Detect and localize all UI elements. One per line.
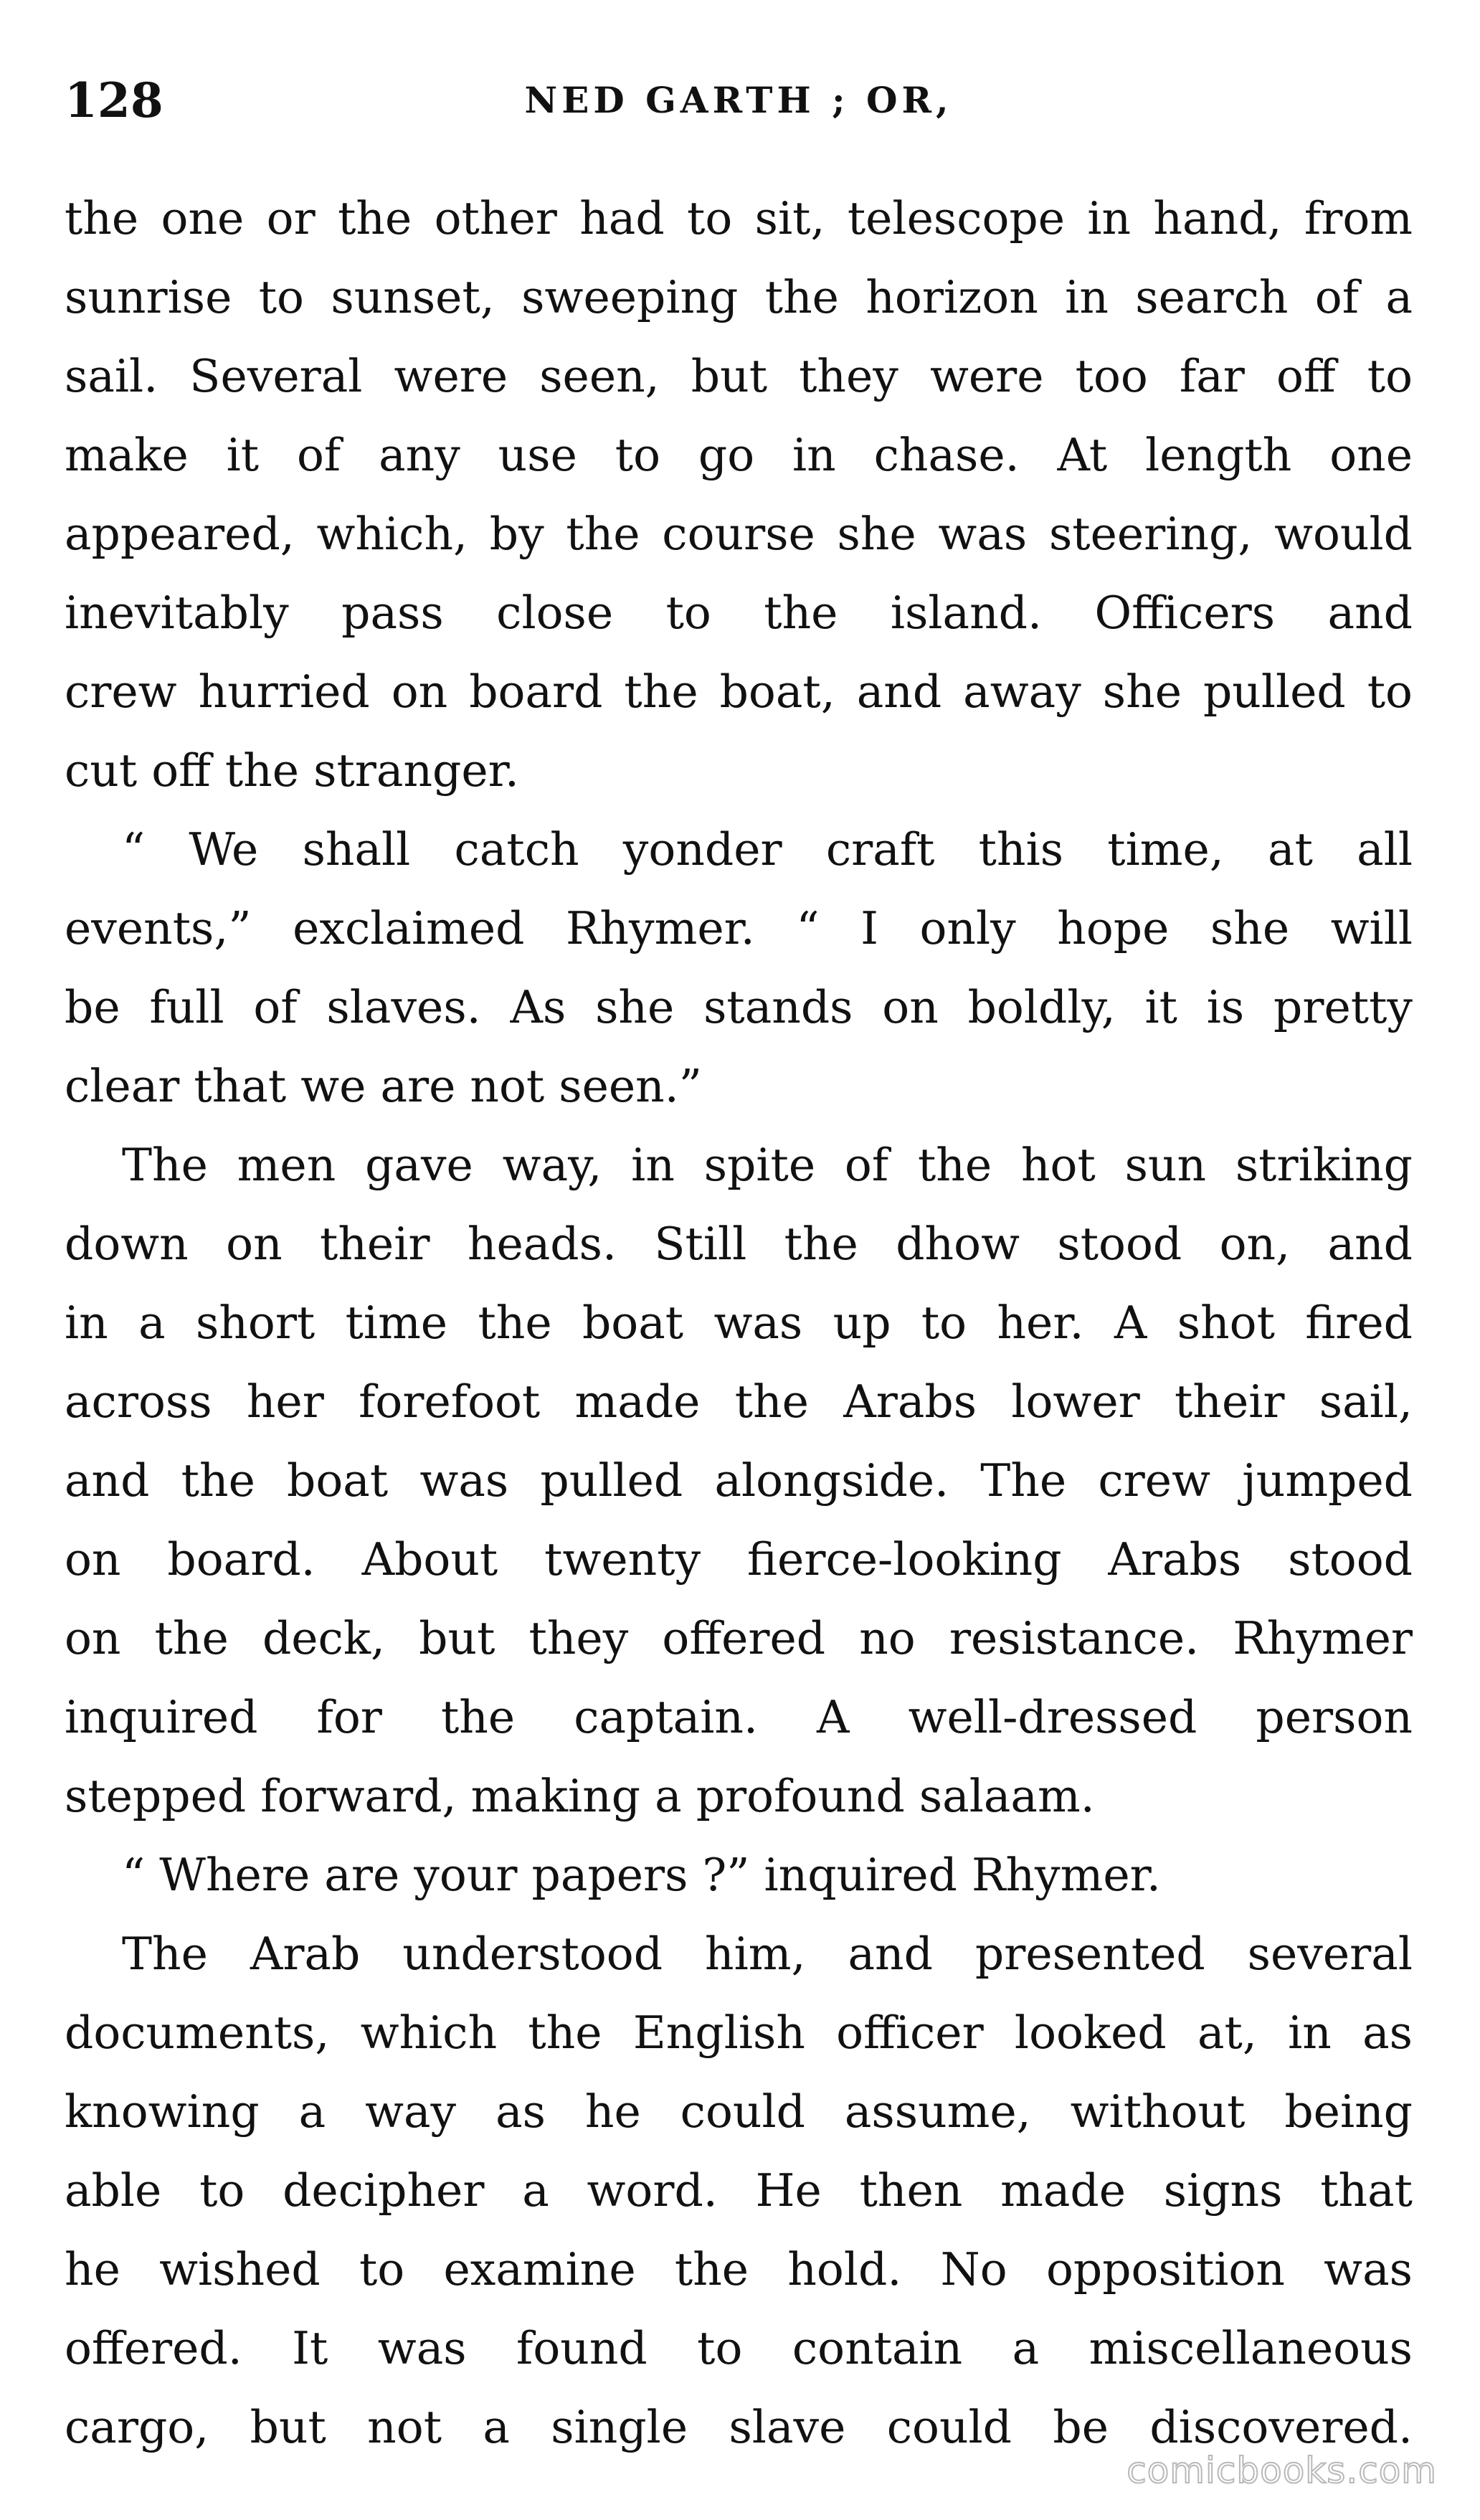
paragraph-continued [65,1205,1413,1836]
text-line: documents, which the English officer looked at, in as [65,2007,1413,2059]
text-line: The men gave way, in spite of the hot sun striking [122,1139,1413,1191]
text-line: sunrise to sunset, sweeping the horizon in search of a [65,271,1413,323]
text-line: across her forefoot made the Arabs lower their sail, [65,1375,1413,1428]
text-line: in a short time the boat was up to her. A shot fired [65,1297,1413,1349]
page-number: 128 [65,72,163,128]
paragraph [65,179,1413,810]
text-line: and the boat was pulled alongside. The crew jumped [65,1454,1413,1507]
text-line: The Arab understood him, and presented several [122,1928,1413,1980]
text-line: he wished to examine the hold. No opposition was [65,2243,1413,2296]
text-line: inevitably pass close to the island. Officers and [65,587,1413,639]
running-head [65,65,1413,136]
text-line: able to decipher a word. He then made signs that [65,2164,1413,2217]
text-line: events,” exclaimed Rhymer. “ I only hope she will [65,902,1413,955]
watermark: comicbooks.com [1126,2450,1437,2491]
text-line: the one or the other had to sit, telescope in hand, from [65,192,1413,245]
text-line: “ Where are your papers ?” inquired Rhymer. [122,1849,1161,1901]
text-line: on the deck, but they offered no resistance. Rhymer [65,1612,1413,1664]
text-line: offered. It was found to contain a miscellaneous [65,2322,1413,2374]
text-line: “ We shall catch yonder craft this time, at all [122,823,1413,876]
paragraph-continued [65,1994,1413,2467]
text-line: make it of any use to go in chase. At length one [65,429,1413,481]
text-line: down on their heads. Still the dhow stood on, and [65,1218,1413,1270]
text-line: knowing a way as he could assume, without being [65,2085,1413,2138]
book-page [65,65,1413,2467]
body-text [65,179,1413,2467]
paragraph-continued [65,889,1413,1126]
paragraph [65,1126,1413,1205]
text-line: sail. Several were seen, but they were too far off to [65,350,1413,402]
text-line: clear that we are not seen.” [65,1060,702,1112]
paragraph [65,810,1413,889]
text-line: cut off the stranger. [65,744,519,797]
text-line: stepped forward, making a profound salaam. [65,1770,1095,1822]
text-line: appeared, which, by the course she was steering, would [65,508,1413,560]
text-line: crew hurried on board the boat, and away she pulled to [65,665,1413,718]
running-title: NED GARTH ; OR, [524,79,953,121]
paragraph [65,1836,1413,1915]
text-line: on board. About twenty fierce-looking Arabs stood [65,1533,1413,1586]
text-line: inquired for the captain. A well-dressed person [65,1691,1413,1743]
text-line: cargo, but not a single slave could be discovered. [65,2401,1413,2453]
paragraph [65,1915,1413,1994]
text-line: be full of slaves. As she stands on boldly, it is pretty [65,981,1413,1033]
